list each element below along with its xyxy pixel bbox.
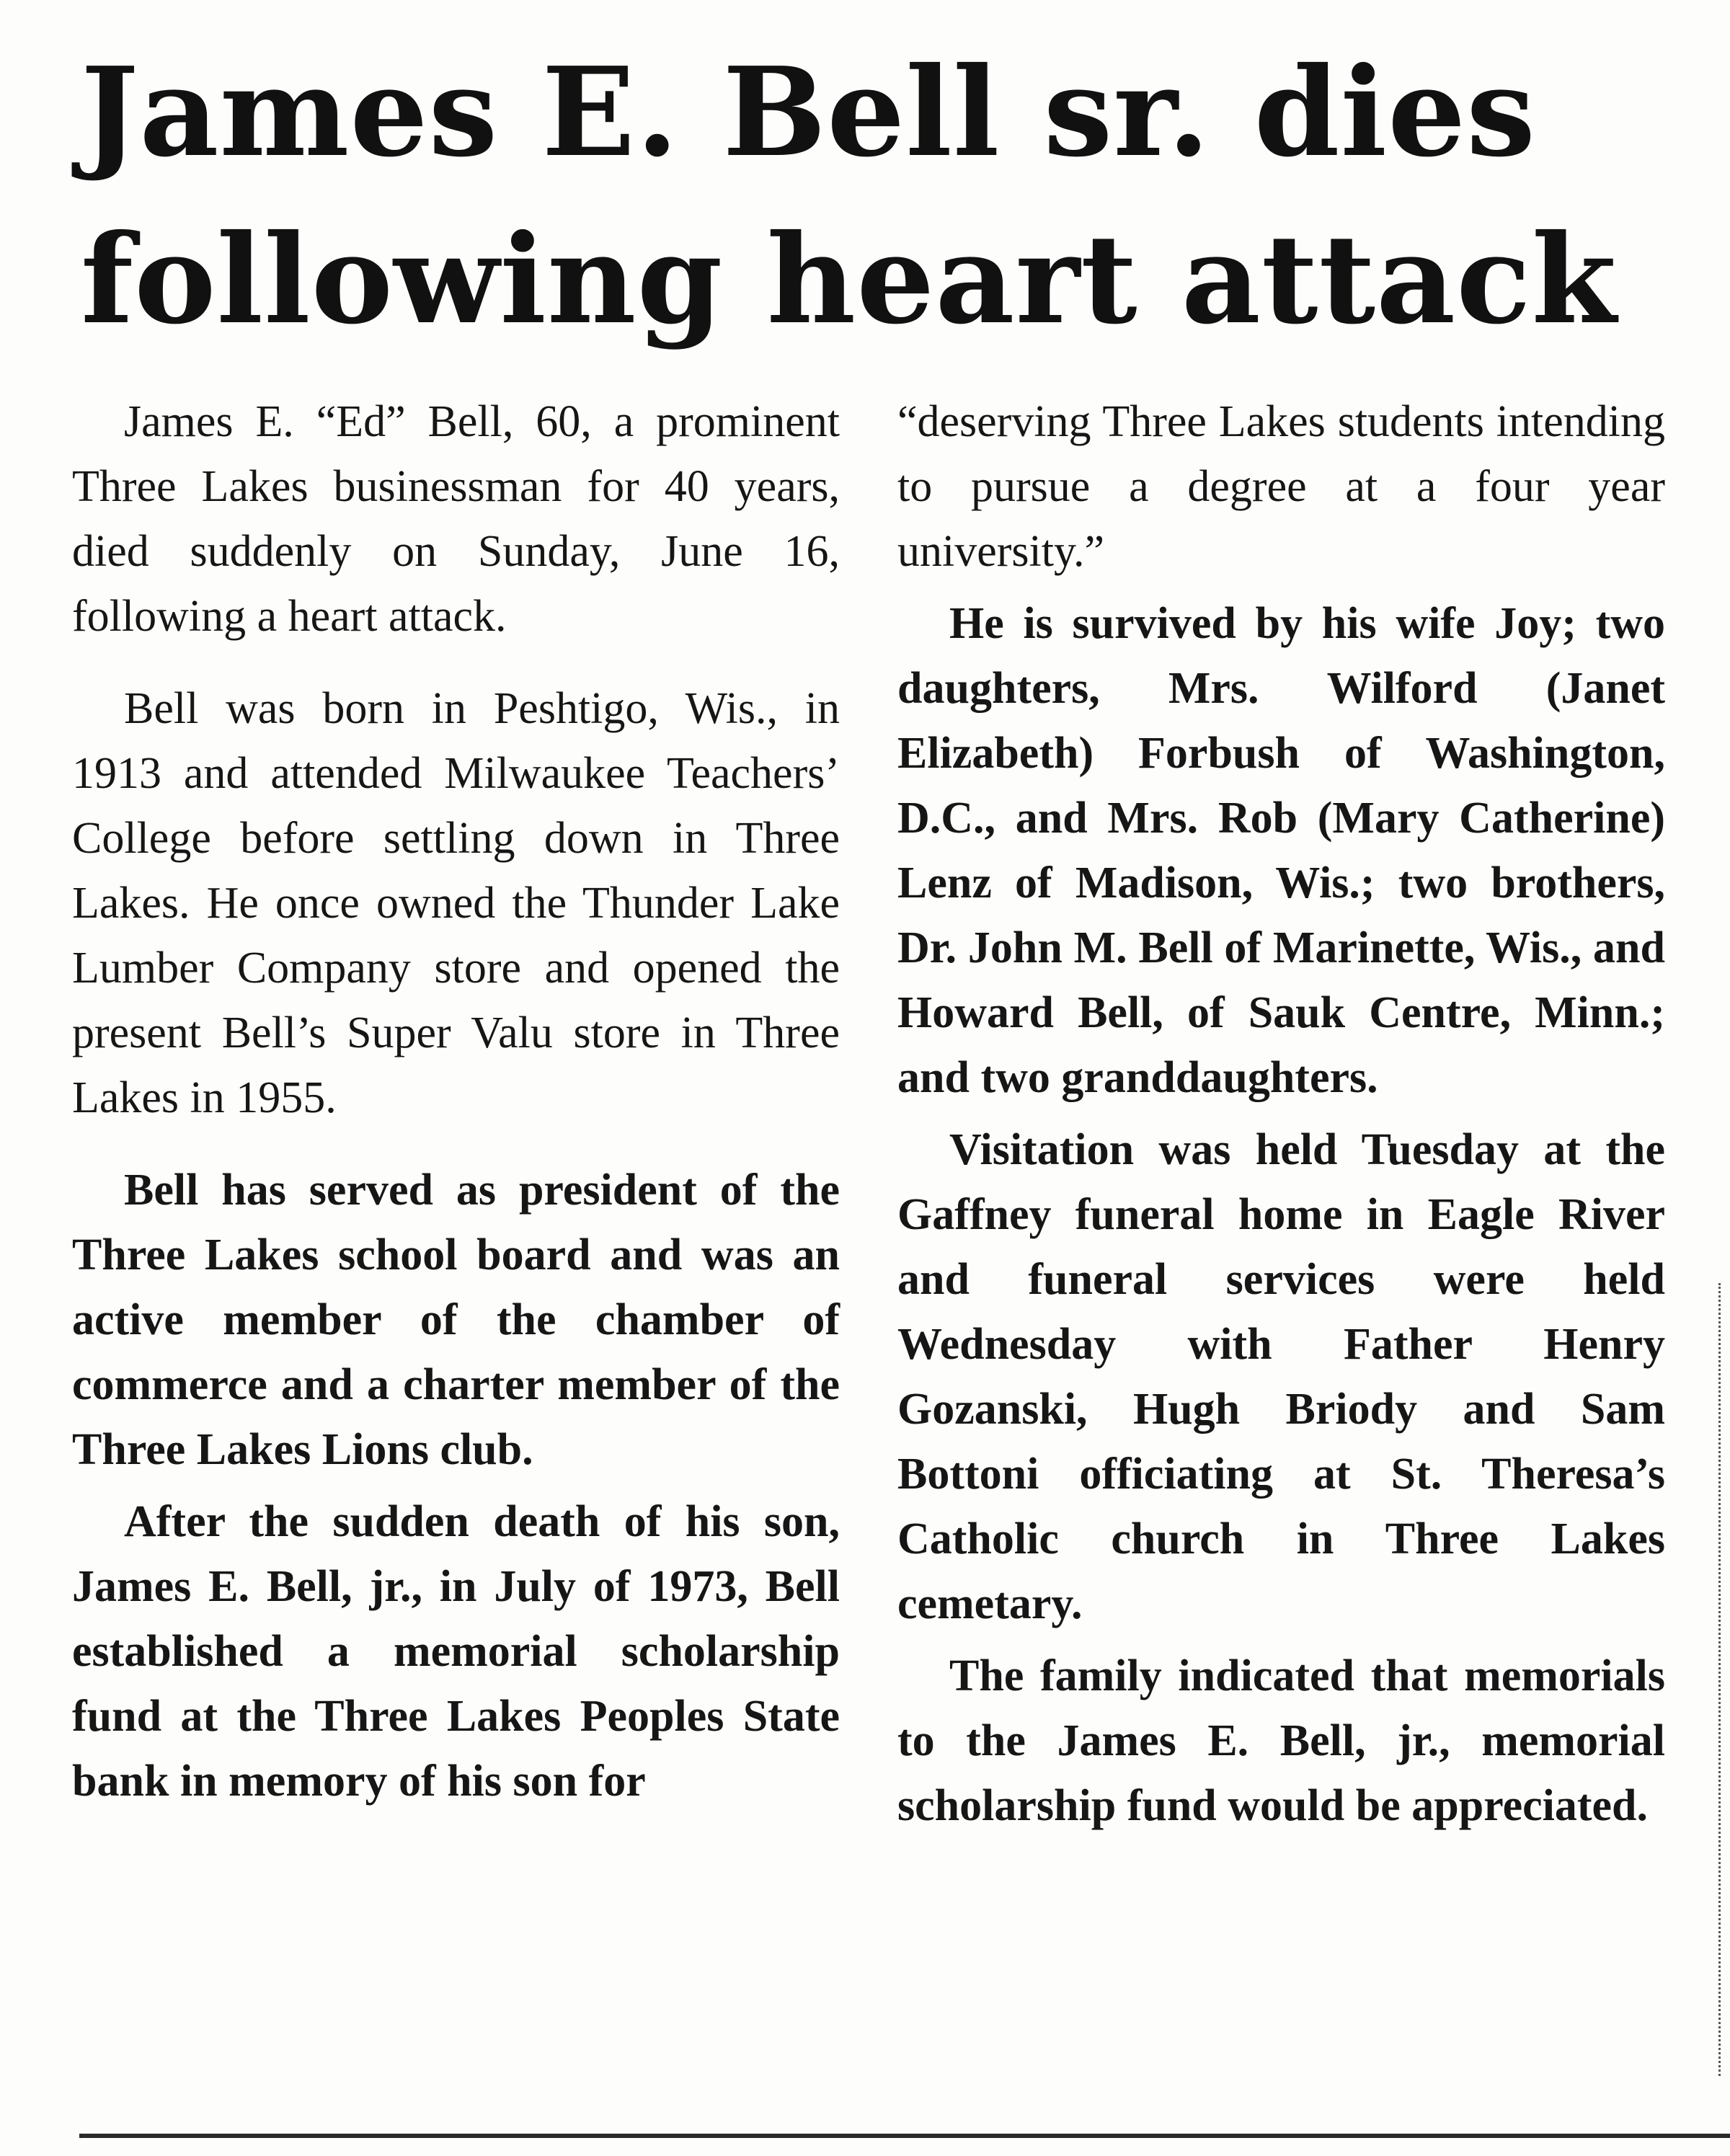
- headline-line-2: following heart attack: [81, 208, 1618, 352]
- paragraph-scholarship-continued: “deserving Three Lakes students intending to pursue a degree at a four year university.”: [897, 397, 1665, 576]
- paragraph-biography: Bell was born in Peshtigo, Wis., in 1913 and attended Milwaukee Teachers’ College before settling down in Three Lakes. He once owned the Thunder Lake Lumber Company store and opened the present Bell’s Super Valu store in Three Lakes in 1955.: [72, 684, 840, 1122]
- bottom-rule: [79, 2134, 1730, 2138]
- right-column: [897, 389, 1665, 1838]
- headline-line-1: James E. Bell sr. dies: [81, 40, 1537, 185]
- paragraph-memorials: The family indicated that memorials to the James E. Bell, jr., memorial scholarship fund would be appreciated.: [897, 1651, 1665, 1830]
- paragraph-civic-roles: Bell has served as president of the Three Lakes school board and was an active member of the chamber of commerce and a charter member of the Three Lakes Lions club.: [72, 1166, 840, 1474]
- scan-edge-marks: [1718, 1283, 1724, 2076]
- paragraph-services: Visitation was held Tuesday at the Gaffney funeral home in Eagle River and funeral services were held Wednesday with Father Henry Gozanski, Hugh Briody and Sam Bottoni officiating at St. Theresa’s Catholic church in Three Lakes cemetary.: [897, 1125, 1665, 1628]
- paragraph-intro: James E. “Ed” Bell, 60, a prominent Three Lakes businessman for 40 years, died suddenly on Sunday, June 16, following a heart attack.: [72, 397, 840, 641]
- headline: [81, 29, 1667, 363]
- left-column: [72, 389, 840, 1814]
- paragraph-scholarship: After the sudden death of his son, James E. Bell, jr., in July of 1973, Bell established a memorial scholarship fund at the Three Lakes Peoples State bank in memory of his son for: [72, 1497, 840, 1806]
- paragraph-survivors: He is survived by his wife Joy; two daughters, Mrs. Wilford (Janet Elizabeth) Forbush of Washington, D.C., and Mrs. Rob (Mary Catherine) Lenz of Madison, Wis.; two brothers, Dr. John M. Bell of Marinette, Wis., and Howard Bell, of Sauk Centre, Minn.; and two granddaughters.: [897, 599, 1665, 1102]
